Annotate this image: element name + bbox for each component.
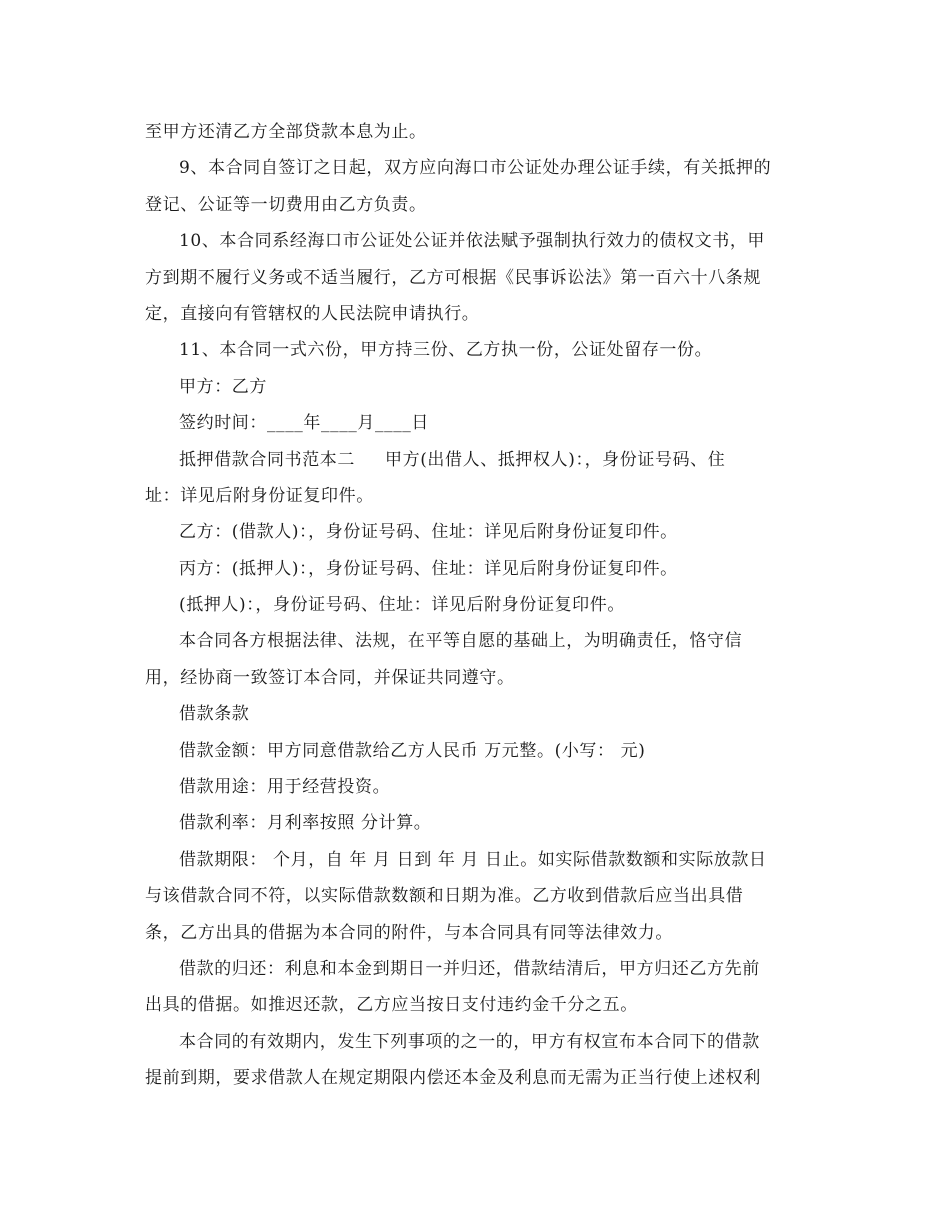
- text-line: 址：详见后附身份证复印件。: [145, 485, 374, 506]
- loan-term: 借款期限： 个月，自 年 月 日到 年 月 日止。如实际借款数额和实际放款日: [179, 849, 767, 870]
- text-line: 10、本合同系经海口市公证处公证并依法赋予强制执行效力的债权文书，甲: [179, 231, 766, 252]
- text-line: 登记、公证等一切费用由乙方负责。: [145, 194, 427, 215]
- text-line: 方到期不履行义务或不适当履行，乙方可根据《民事诉讼法》第一百六十八条规: [145, 267, 761, 288]
- text-line: 提前到期，要求借款人在规定期限内偿还本金及利息而无需为正当行使上述权利: [145, 1068, 761, 1089]
- party-c-line: 丙方：(抵押人)：，身份证号码、住址：详见后附身份证复印件。: [179, 558, 678, 579]
- text-line: 与该借款合同不符，以实际借款数额和日期为准。乙方收到借款后应当出具借: [145, 886, 744, 907]
- template-title: 抵押借款合同书范本二: [179, 449, 355, 470]
- text-line: 11、本合同一式六份，甲方持三份、乙方执一份，公证处留存一份。: [179, 340, 713, 361]
- text-line: 条，乙方出具的借据为本合同的附件，与本合同具有同等法律效力。: [145, 922, 673, 943]
- text-line: 9、本合同自签订之日起，双方应向海口市公证处办理公证手续，有关抵押的: [179, 158, 772, 179]
- mortgagor-line: (抵押人)：，身份证号码、住址：详见后附身份证复印件。: [179, 595, 625, 616]
- text-line: 至甲方还清乙方全部贷款本息为止。: [145, 122, 427, 142]
- section-heading: 借款条款: [179, 704, 250, 725]
- loan-repayment: 借款的归还：利息和本金到期日一并归还，借款结清后，甲方归还乙方先前: [179, 958, 760, 979]
- text-line: 用，经协商一致签订本合同，并保证共同遵守。: [145, 667, 515, 688]
- party-a-label: 甲方(出借人、抵押权人)：，身份证号码、住: [385, 449, 726, 470]
- loan-rate: 借款利率：月利率按照 分计算。: [179, 813, 432, 834]
- loan-amount: 借款金额：甲方同意借款给乙方人民币 万元整。(小写： 元): [179, 740, 646, 761]
- section-heading-line: [145, 442, 815, 478]
- text-line: 本合同各方根据法律、法规，在平等自愿的基础上，为明确责任，恪守信: [179, 631, 743, 652]
- loan-purpose: 借款用途：用于经营投资。: [179, 777, 391, 798]
- text-line: 定，直接向有管辖权的人民法院申请执行。: [145, 303, 480, 324]
- text-line: 出具的借据。如推迟还款，乙方应当按日支付违约金千分之五。: [145, 995, 638, 1016]
- signature-parties: 甲方：乙方: [179, 376, 267, 397]
- text-line: 本合同的有效期内，发生下列事项的之一的，甲方有权宣布本合同下的借款: [179, 1031, 760, 1052]
- party-b-line: 乙方：(借款人)：，身份证号码、住址：详见后附身份证复印件。: [179, 522, 678, 543]
- signing-date: 签约时间：____年____月____日: [179, 413, 429, 434]
- document-body: [145, 114, 815, 1097]
